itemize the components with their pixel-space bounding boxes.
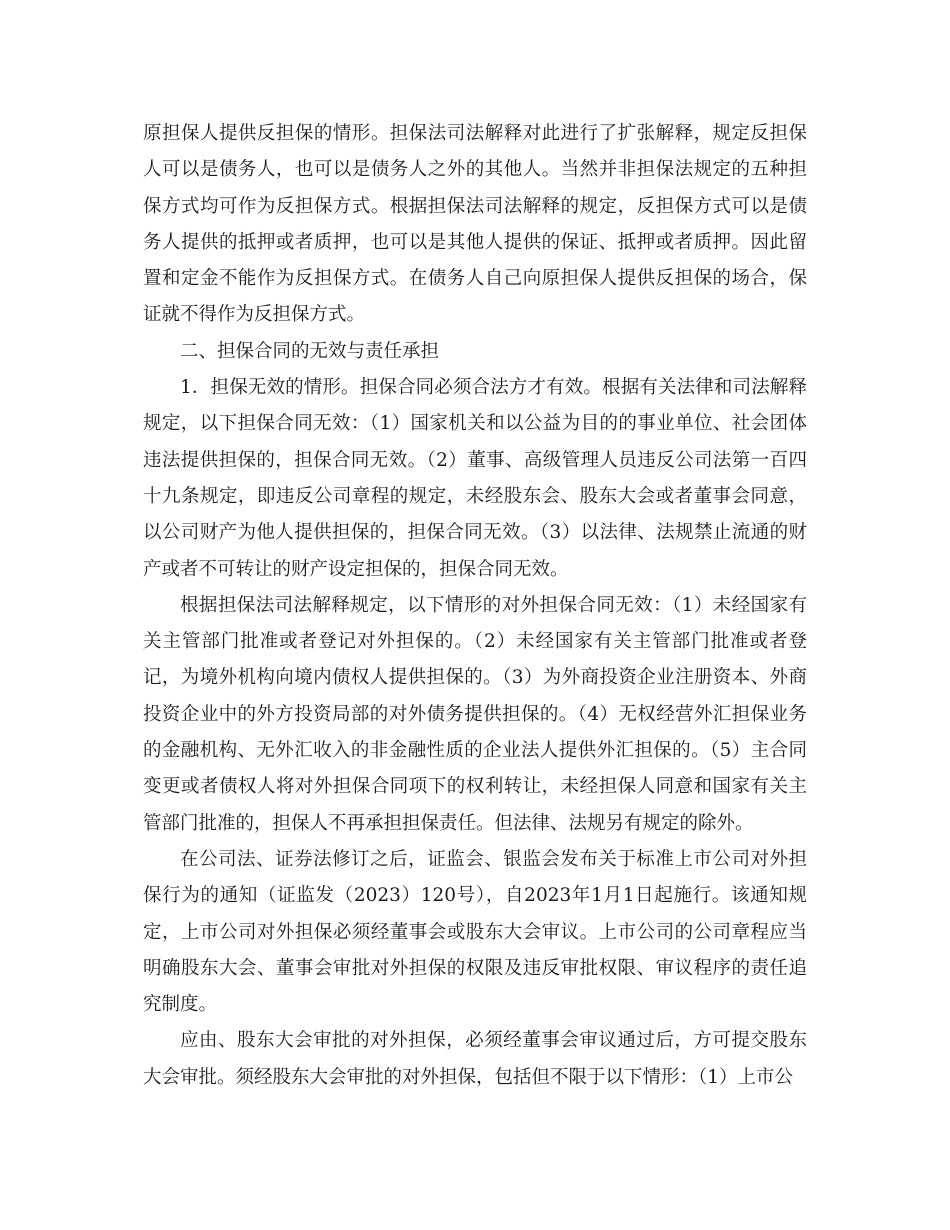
paragraph-counter-guarantee-continued: 原担保人提供反担保的情形。担保法司法解释对此进行了扩张解释，规定反担保人可以是债务人，也可以是债务人之外的其他人。当然并非担保法规定的五种担保方式均可作为反担保方式。根据担保法司法解释的规定，反担保方式可以是债务人提供的抵押或者质押，也可以是其他人提供的保证、抵押或者质押。因此留置和定金不能作为反担保方式。在债务人自己向原担保人提供反担保的场合，保证就不得作为反担保方式。: [143, 123, 807, 326]
paragraph-shareholder-approval: 应由、股东大会审批的对外担保，必须经董事会审议通过后，方可提交股东大会审批。须经股东大会审批的对外担保，包括但不限于以下情形：（1）上市公: [143, 1030, 807, 1088]
paragraph-external-guarantee-invalid: 根据担保法司法解释规定，以下情形的对外担保合同无效：（1）未经国家有关主管部门批准或者登记对外担保的。（2）未经国家有关主管部门批准或者登记，为境外机构向境内债权人提供担保的。（3）为外商投资企业注册资本、外商投资企业中的外方投资局部的对外债务提供担保的。（4）无权经营外汇担保业务的金融机构、无外汇收入的非金融性质的企业法人提供外汇担保的。（5）主合同变更或者债权人将对外担保合同项下的权利转让，未经担保人同意和国家有关主管部门批准的，担保人不再承担担保责任。但法律、法规另有规定的除外。: [143, 594, 807, 834]
document-body: [143, 116, 807, 1096]
paragraph-invalid-situations: 1．担保无效的情形。担保合同必须合法方才有效。根据有关法律和司法解释规定，以下担保合同无效：（1）国家机关和以公益为目的的事业单位、社会团体违法提供担保的，担保合同无效。（2）董事、高级管理人员违反公司法第一百四十九条规定，即违反公司章程的规定，未经股东会、股东大会或者董事会同意，以公司财产为他人提供担保的，担保合同无效。（3）以法律、法规禁止流通的财产或者不可转让的财产设定担保的，担保合同无效。: [143, 377, 807, 580]
paragraph-listed-company-notice: 在公司法、证券法修订之后，证监会、银监会发布关于标准上市公司对外担保行为的通知（证监发（2023）120号），自2023年1月1日起施行。该通知规定，上市公司对外担保必须经董事会或股东大会审议。上市公司的公司章程应当明确股东大会、董事会审批对外担保的权限及违反审批权限、审议程序的责任追究制度。: [143, 848, 807, 1016]
section-heading-invalidity: 二、担保合同的无效与责任承担: [180, 340, 440, 362]
